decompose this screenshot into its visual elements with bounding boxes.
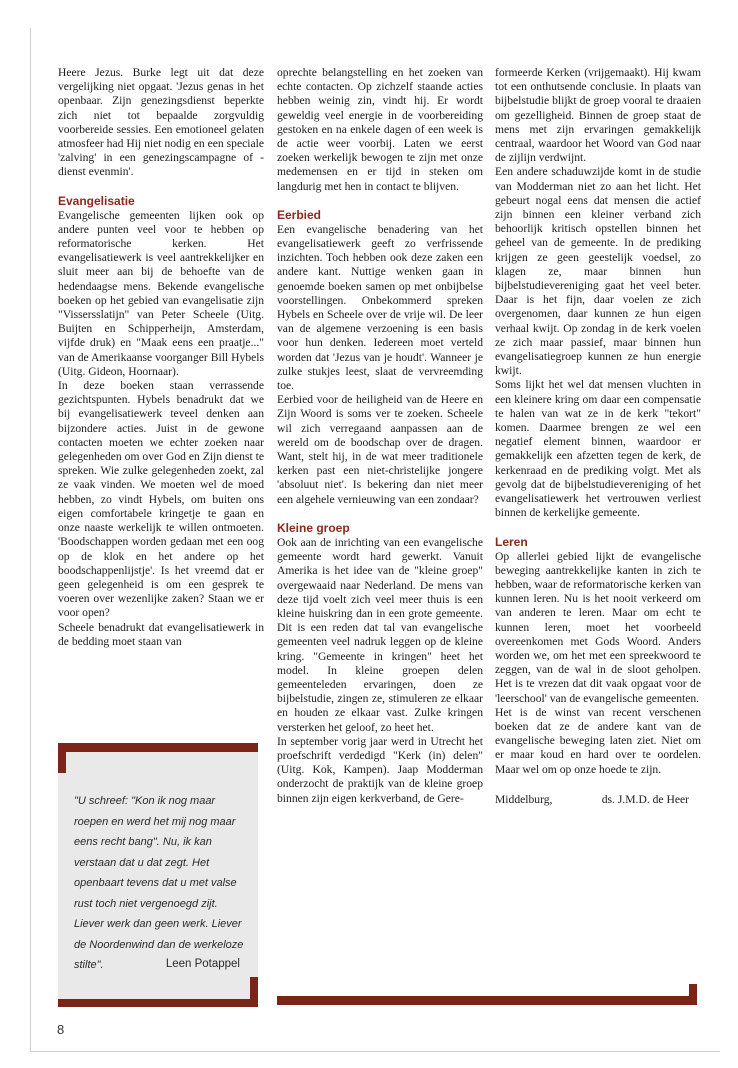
quote-frame-top [58, 743, 258, 752]
paragraph: In september vorig jaar werd in Utrecht het proefschrift verdedigd "Kerk (in) delen" (Uitg. Kok, Kampen). Jaap Modderman onderzocht de praktijk van de kleine groep binnen zijn eigen kerkverband, de Gere- [277, 734, 483, 805]
paragraph: oprechte belangstelling en het zoeken van echte contacten. Op zichzelf staande acties hebben weinig zin, vindt hij. Er wordt geweldig veel energie in de voorbereiding gestoken en na enkele dagen of een week is de actie weer voorbij. Laten we eerst zoeken werkelijk bewogen te zijn met onze medemensen en er tijd in steken om langdurig met hen in contact te blijven. [277, 66, 483, 193]
decorative-rule-end [689, 984, 697, 1005]
section-heading-eerbied: Eerbied [277, 207, 322, 222]
quote-frame-left [58, 743, 66, 773]
page-number: 8 [57, 1022, 65, 1037]
paragraph: Eerbied voor de heiligheid van de Heere en Zijn Woord is soms ver te zoeken. Scheele wil zich verregaand aanpassen aan de wereld om de boodschap over de dragen. Want, stelt hij, in de wat meer traditionele kerken past een niet-christelijke jongere 'absoluut niet'. Is bekering dan niet meer een algehele vernieuwing van een zondaar? [277, 393, 483, 506]
paragraph: Het is de winst van recent verschenen boeken dat ze de andere kant van de evangelische beweging laten ziet. Niet om er maar koud en hard over te oordelen. Maar wel om op onze hoede te zijn. [495, 705, 701, 776]
paragraph: Soms lijkt het wel dat mensen vluchten in een kleinere kring om daar een compensatie te halen van wat ze in de kerk "tekort" komen. Daarmee brengen ze wel een negatief element binnen, waardoor er gemakkelijk een afzetten tegen de kerk, de kerkenraad en de prediking volgt. Met als gevolg dat de bijbelstudievereniging of het evangelisatiewerk het vertrouwen verliest binnen de kerkelijke gemeente. [495, 378, 701, 520]
article-column-2 [277, 66, 483, 806]
article-column-1 [58, 66, 264, 649]
article-column-3 [495, 66, 701, 807]
signature-author: ds. J.M.D. de Heer [601, 792, 689, 806]
quote-frame-bottom [58, 999, 258, 1007]
decorative-rule [277, 996, 697, 1005]
paragraph: Ook aan de inrichting van een evangelische gemeente wordt hard gewerkt. Vanuit Amerika is het idee van de "kleine groep" overgewaaid naar Nederland. De mens van deze tijd voelt zich veel meer thuis is een kleine huiskring dan in een grote gemeente. Dit is een reden dat tal van evangelische gemeenten veel nadruk leggen op de kleine kring. "Gemeente in kringen" heet het model. In kleine groepen delen gemeenteleden ervaringen, doen ze bijbelstudie, zingen ze, stimuleren ze elkaar en houden ze elkaar vast. Zulke kringen versterken het geloof, zo heet het. [277, 535, 483, 734]
quote-frame-right [250, 977, 258, 1007]
section-heading-kleine-groep: Kleine groep [277, 520, 350, 535]
section-heading-evangelisatie: Evangelisatie [58, 193, 135, 208]
paragraph: Op allerlei gebied lijkt de evangelische beweging aantrekkelijke kanten in zich te hebben, waar de reformatorische kerken van kunnen leren. Nu is het nooit verkeerd om van anderen te leren. Maar om echt te kunnen leren, moet het voorbeeld overeenkomen met Gods Woord. Anders worden we, om het met een spreekwoord te zeggen, van de wal in de sloot geholpen. Het is te vrezen dat dit vaak opgaat voor de 'leerschool' van de evangelische gemeenten. [495, 549, 702, 705]
signature-place: Middelburg, [495, 792, 553, 806]
paragraph: Heere Jezus. Burke legt uit dat deze vergelijking niet opgaat. 'Jezus genas in het openbaar. Zijn genezingsdienst beperkte zich niet tot bepaalde zorgvuldig voorbereide sessies. Een emotioneel gelaten atmosfeer had Hij niet nodig en een speciale 'zalving' in een genezingscampagne of - dienst evenmin'. [58, 66, 264, 179]
paragraph: Evangelische gemeenten lijken ook op andere punten veel voor te hebben op reformatorische kerken. Het evangelisatiewerk is veel aantrekkelijker en sluit meer aan bij de behoefte van de hedendaagse mens. Bekende evangelische boeken op het gebied van evangelisatie zijn "Vissersslatijn" van Peter Scheele (Uitg. Buijten en Schipperheijn, Amsterdam, vijfde druk) en "Maak eens een praatje..." van de Amerikaanse voorganger Bill Hybels (Uitg. Gideon, Hoornaar). [58, 208, 264, 378]
paragraph: formeerde Kerken (vrijgemaakt). Hij kwam tot een onthutsende conclusie. In plaats van bijbelstudie blijkt de groep vooral te draaien om gezelligheid. Binnen de groep staat de mens met zijn ervaringen gemakkelijk centraal, waardoor het Woord van God naar de zijlijn verdwijnt. [495, 66, 701, 165]
pull-quote-box [58, 743, 258, 1007]
pull-quote-text: "U schreef: "Kon ik nog maar roepen en werd het mij nog maar eens recht bang". Nu, ik kan verstaan dat u dat zegt. Het openbaart tevens dat u met valse rust toch niet vergenoegd zijt. Liever werk dan geen werk. Liever de Noordenwind dan de werkeloze stilte". [74, 795, 244, 971]
paragraph: In deze boeken staan verrassende gezichtspunten. Hybels benadrukt dat we bij evangelisatiewerk teveel denken aan bijzondere acties. Juist in de gewone contacten moeten we echter zoeken naar gelegenheden om over God en Zijn dienst te spreken. Wie zulke gelegenheden zoekt, zal ze vaak vinden. We moeten wel de moed hebben, zo vindt Hybels, om buiten ons eigen comfortabele kringetje te gaan en onze naaste werkelijk te willen ontmoeten. 'Boodschappen worden gedaan met een oog op de klok en het andere op het boodschappenlijstje'. Is het vreemd dat er geen gelegenheid is om een gesprek te voeren over wezenlijke zaken? Staan we er voor open? [58, 379, 264, 620]
paragraph: Scheele benadrukt dat evangelisatiewerk in de bedding moet staan van [58, 620, 264, 648]
pull-quote-author: Leen Potappel [165, 958, 240, 970]
section-heading-leren: Leren [495, 534, 528, 549]
paragraph: Een andere schaduwzijde komt in de studie van Modderman niet zo aan het licht. Het gebeurt nogal eens dat mensen die actief zijn binnen een kleiner verband zich behoorlijk kritisch opstellen binnen het geheel van de gemeente. In de prediking krijgen ze geen geestelijk voedsel, zo klagen ze, maar binnen hun bijbelstudievereniging gaat het veel beter. Daar is het fijn, daar voelen ze zich overgenomen, daar kunnen ze hun eigen verhaal kwijt. Op zondag in de kerk voelen ze zich maar passief, maar binnen hun evangelisatiegroep kunnen ze hun energie kwijt. [495, 165, 701, 378]
paragraph: Een evangelische benadering van het evangelisatiewerk geeft zo verfrissende inzichten. Toch hebben ook deze zaken een andere kant. Nuttige wenken gaan in genoemde boeken samen op met onbijbelse voorstellingen. Onbekommerd spreken Hybels en Scheele over de vrije wil. De leer van de algemene verzoening is een basis voor hun denken. Iedereen moet verteld worden dat 'Jezus van je houdt'. Wanneer je zulke stukjes leest, slaat de vervreemding toe. [277, 222, 483, 393]
signature-line [495, 793, 701, 807]
